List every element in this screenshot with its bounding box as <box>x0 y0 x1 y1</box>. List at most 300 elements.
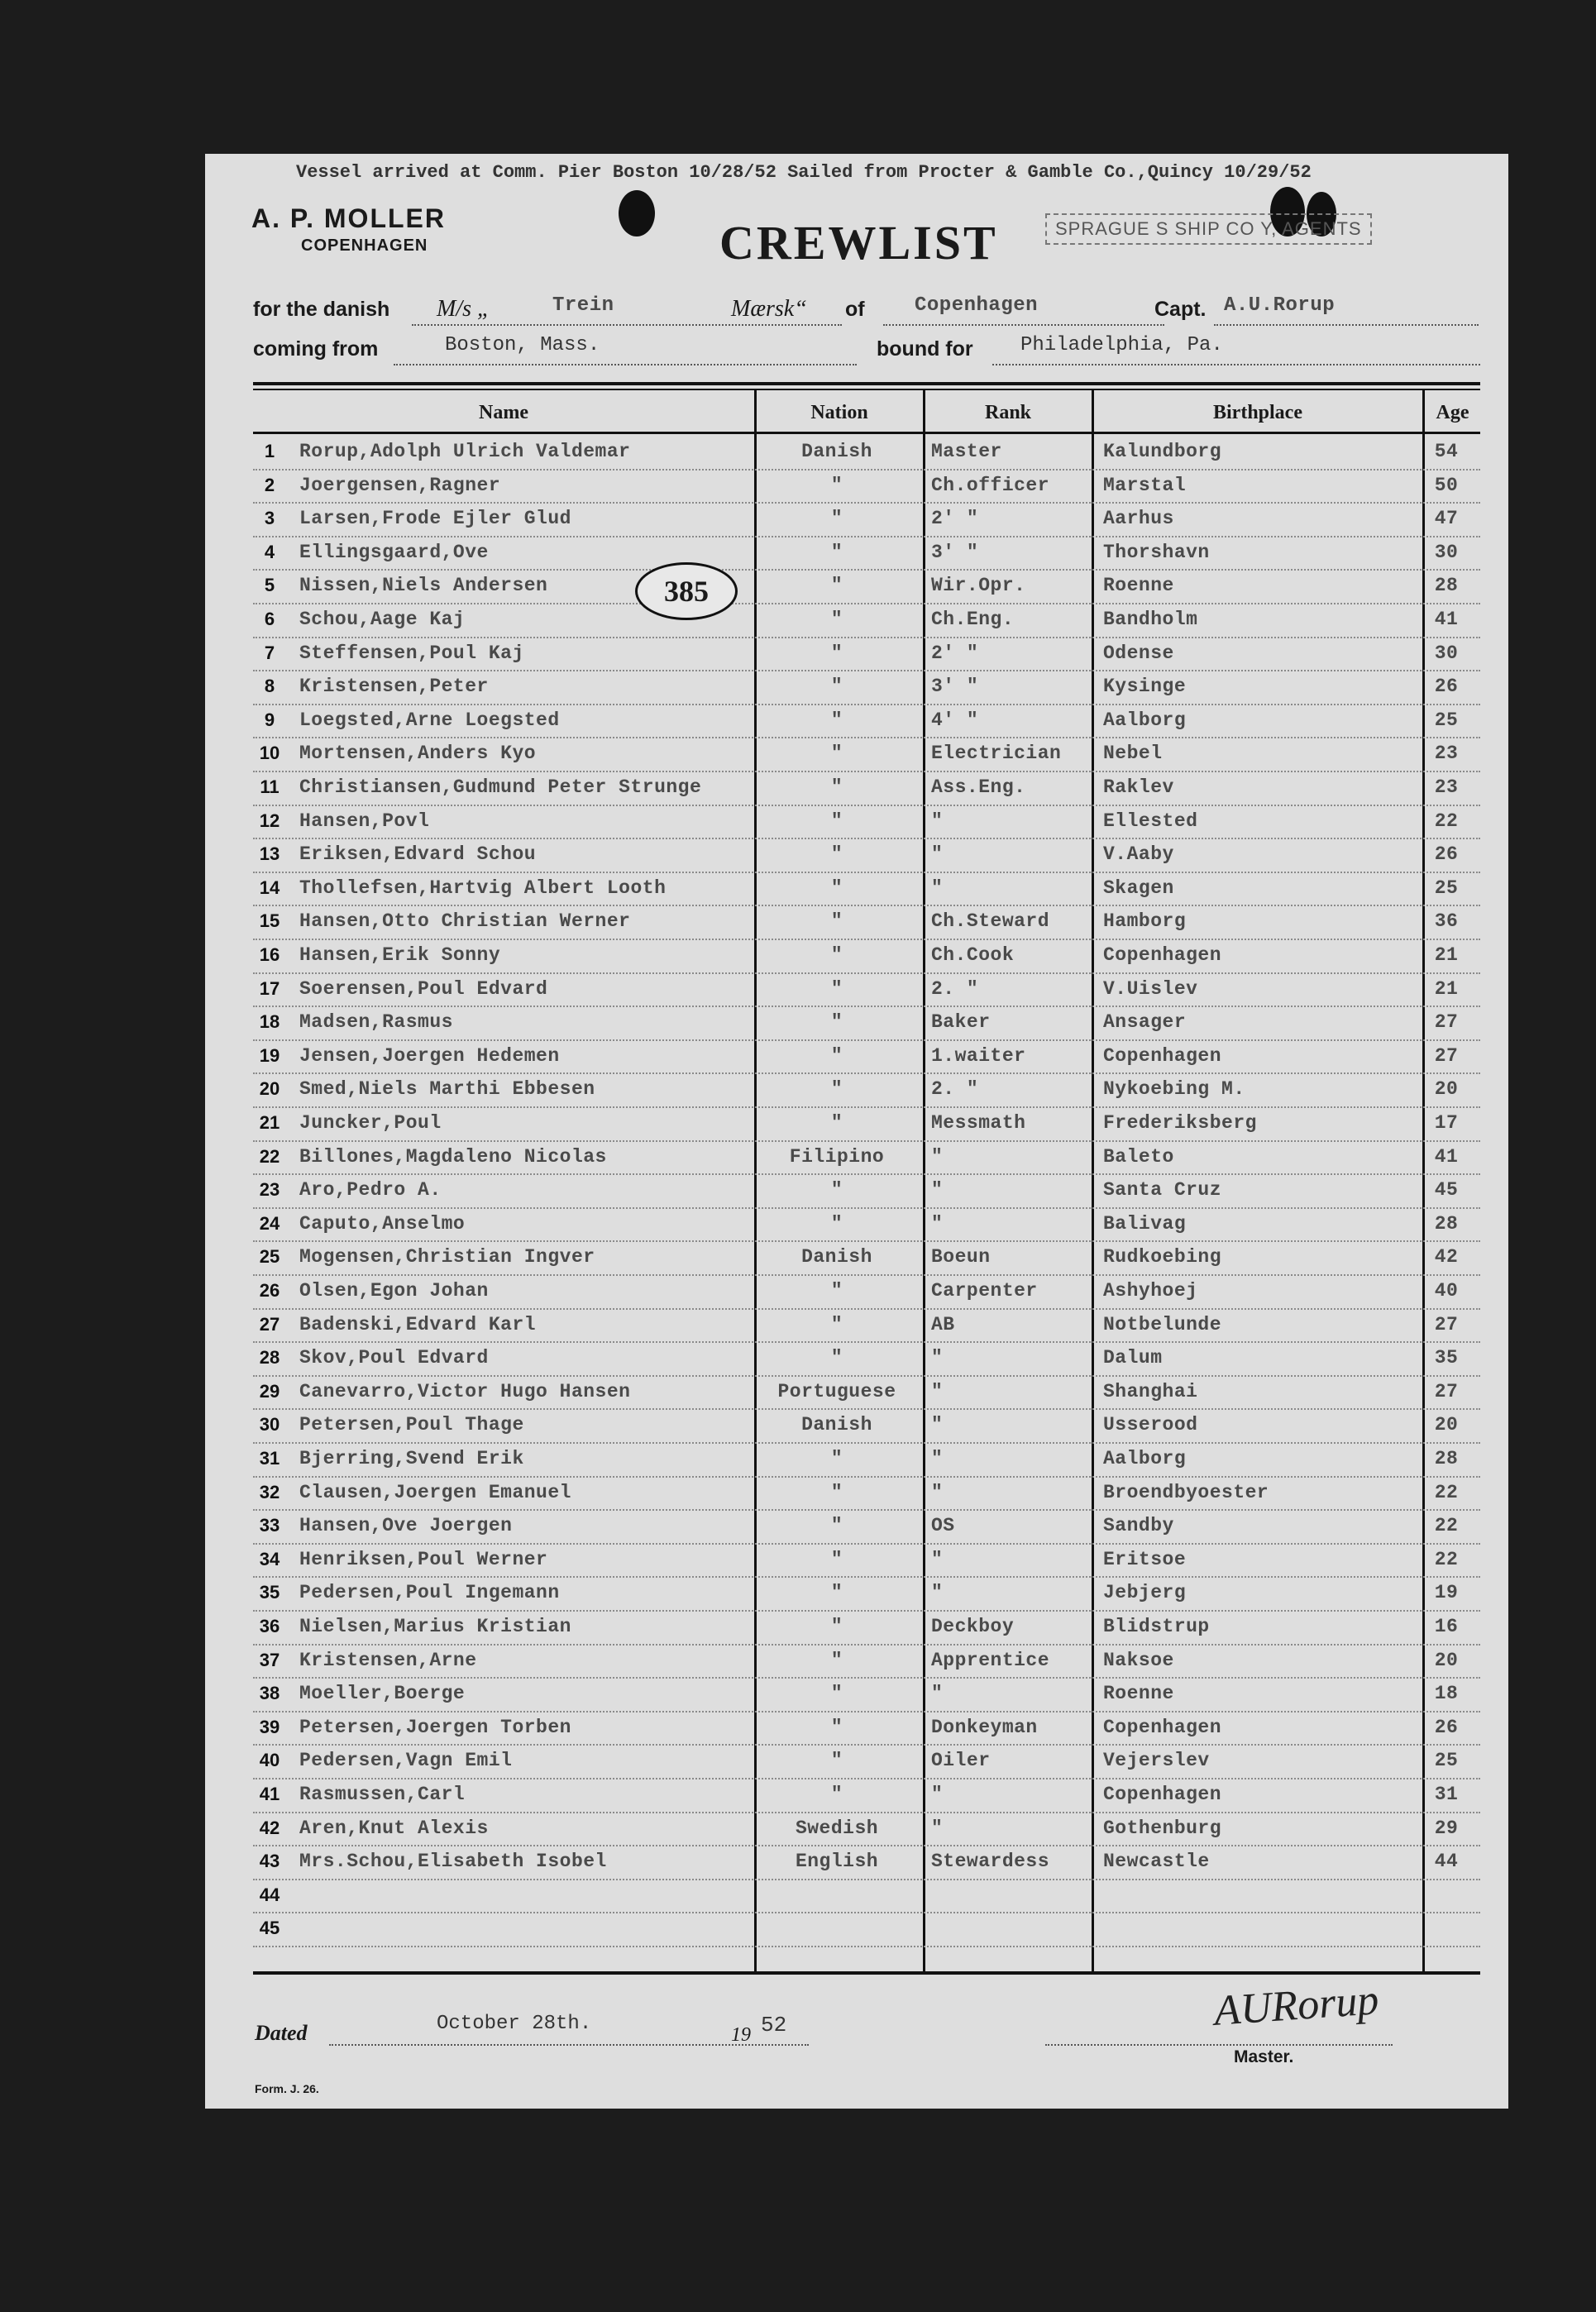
row-number: 43 <box>259 1851 280 1872</box>
crew-age <box>1417 1912 1475 1945</box>
crew-name: Clausen,Joergen Emanuel <box>299 1481 571 1503</box>
crew-rank: AB <box>931 1313 955 1335</box>
crew-birthplace: Newcastle <box>1103 1851 1210 1873</box>
crew-nation: " <box>830 1716 843 1738</box>
row-number: 23 <box>259 1179 280 1201</box>
table-row <box>253 1879 1480 1914</box>
crew-rank: " <box>931 1548 944 1570</box>
crew-birthplace: Shanghai <box>1103 1380 1198 1402</box>
crew-list-document <box>205 154 1508 2109</box>
row-number: 5 <box>264 575 275 596</box>
crew-birthplace: Skagen <box>1103 877 1174 899</box>
table-row <box>253 1240 1480 1276</box>
crew-rank <box>925 1879 1097 1912</box>
crew-nation: " <box>830 1313 843 1335</box>
crew-age: 21 <box>1434 977 1459 1000</box>
row-number: 20 <box>259 1078 280 1100</box>
table-row <box>253 704 1480 739</box>
form-title: CREWLIST <box>719 216 998 270</box>
row-number: 7 <box>264 642 275 663</box>
crew-age: 26 <box>1434 843 1459 866</box>
crew-name: Larsen,Frode Ejler Glud <box>299 508 571 530</box>
dated-label: Dated <box>255 2021 308 2045</box>
crew-rank: " <box>931 1817 944 1839</box>
crew-nation: Danish <box>801 1414 872 1436</box>
crew-rank: Electrician <box>931 743 1062 765</box>
table-row <box>253 872 1480 907</box>
crew-nation: Danish <box>801 441 872 462</box>
row-number: 37 <box>259 1649 280 1670</box>
table-row <box>253 905 1480 940</box>
crew-birthplace: Notbelunde <box>1103 1313 1222 1335</box>
crew-nation: " <box>830 575 843 597</box>
stamp-number-circle: 385 <box>635 562 738 620</box>
crew-birthplace: Copenhagen <box>1103 944 1222 966</box>
crew-nation: " <box>830 1683 843 1705</box>
crew-nation: " <box>830 1044 843 1067</box>
crew-name: Bjerring,Svend Erik <box>299 1448 524 1469</box>
year-suffix: 52 <box>761 2013 787 2037</box>
crew-nation: " <box>830 1750 843 1772</box>
crew-age: 27 <box>1434 1380 1459 1402</box>
crew-age: 28 <box>1434 1448 1459 1469</box>
crew-name: Juncker,Poul <box>299 1112 442 1134</box>
ink-blot <box>619 190 655 236</box>
crew-age: 35 <box>1434 1347 1459 1369</box>
crew-name: Rasmussen,Carl <box>299 1784 466 1805</box>
row-number: 4 <box>264 541 275 562</box>
crew-rank: Messmath <box>931 1112 1026 1134</box>
table-row <box>253 1543 1480 1579</box>
crew-rank: Wir.Opr. <box>931 575 1026 597</box>
crew-rank: Ch.Eng. <box>931 609 1015 630</box>
crew-birthplace: Ashyhoej <box>1103 1280 1198 1302</box>
crew-rank: 2' " <box>931 508 979 530</box>
crew-name: Kristensen,Peter <box>299 676 489 698</box>
capt-label: Capt. <box>1154 298 1207 321</box>
dated-value: October 28th. <box>437 2013 592 2035</box>
crew-birthplace: Eritsoe <box>1103 1548 1187 1570</box>
crew-name: Ellingsgaard,Ove <box>299 541 489 563</box>
table-row <box>253 603 1480 638</box>
crew-birthplace: Thorshavn <box>1103 541 1210 563</box>
row-number: 8 <box>264 676 275 697</box>
table-row <box>253 805 1480 840</box>
row-number: 22 <box>259 1145 280 1167</box>
crew-birthplace: Usserood <box>1103 1414 1198 1436</box>
row-number: 18 <box>259 1011 280 1033</box>
crew-age: 44 <box>1434 1851 1459 1873</box>
crew-rank: Oiler <box>931 1750 991 1772</box>
table-row <box>253 1677 1480 1713</box>
table-row <box>253 838 1480 873</box>
crew-birthplace: Rudkoebing <box>1103 1246 1222 1268</box>
crew-age: 22 <box>1434 1481 1459 1503</box>
vessel-type: M/s „ <box>437 296 490 322</box>
crew-birthplace: Copenhagen <box>1103 1784 1222 1805</box>
table-row <box>253 1375 1480 1411</box>
table-row <box>253 670 1480 705</box>
crew-age <box>1417 1879 1475 1912</box>
crew-rank: " <box>931 1481 944 1503</box>
crew-rank: Ass.Eng. <box>931 776 1026 798</box>
table-row <box>253 1610 1480 1646</box>
crew-nation: " <box>830 508 843 530</box>
crew-name: Aren,Knut Alexis <box>299 1817 489 1839</box>
crew-name: Joergensen,Ragner <box>299 474 501 496</box>
crew-name: Hansen,Otto Christian Werner <box>299 910 631 933</box>
table-row <box>253 502 1480 537</box>
crew-birthplace: Aalborg <box>1103 709 1187 731</box>
crew-name: Christiansen,Gudmund Peter Strunge <box>299 776 702 798</box>
captain-name: A.U.Rorup <box>1224 294 1336 317</box>
crew-birthplace: Copenhagen <box>1103 1716 1222 1738</box>
crew-age: 41 <box>1434 1145 1459 1168</box>
crew-age: 27 <box>1434 1044 1459 1067</box>
captain-line <box>1214 324 1479 326</box>
header-bottom-rule <box>253 432 1480 434</box>
table-row <box>253 569 1480 604</box>
crew-rank: " <box>931 1414 944 1436</box>
crew-age: 45 <box>1434 1179 1459 1201</box>
crew-age: 28 <box>1434 1212 1459 1235</box>
crew-age: 50 <box>1434 474 1459 496</box>
crew-age: 16 <box>1434 1616 1459 1637</box>
crew-name: Petersen,Joergen Torben <box>299 1716 571 1738</box>
crew-rank <box>925 1912 1097 1945</box>
table-row <box>253 1006 1480 1041</box>
row-number: 39 <box>259 1716 280 1737</box>
crew-birthplace: Aarhus <box>1103 508 1174 530</box>
crew-rank: " <box>931 1145 944 1168</box>
crew-nation: " <box>830 1179 843 1201</box>
crew-rank: " <box>931 1683 944 1705</box>
crew-name: Nissen,Niels Andersen <box>299 575 548 597</box>
crew-name: Canevarro,Victor Hugo Hansen <box>299 1380 631 1402</box>
row-number: 15 <box>259 910 280 932</box>
crew-birthplace: Balivag <box>1103 1212 1187 1235</box>
crew-name <box>299 1879 746 1912</box>
crew-rank: 1.waiter <box>931 1044 1026 1067</box>
crew-rank: " <box>931 1347 944 1369</box>
crew-age: 27 <box>1434 1011 1459 1034</box>
crew-nation: " <box>830 609 843 630</box>
crew-name: Billones,Magdaleno Nicolas <box>299 1145 607 1168</box>
crew-age: 41 <box>1434 609 1459 630</box>
crew-nation: English <box>795 1851 879 1873</box>
crew-birthplace: V.Aaby <box>1103 843 1174 866</box>
crew-rank: " <box>931 1582 944 1604</box>
table-row <box>253 737 1480 772</box>
crew-birthplace: Aalborg <box>1103 1448 1187 1469</box>
crew-nation: " <box>830 810 843 832</box>
crew-birthplace: Kysinge <box>1103 676 1187 698</box>
column-header-rank: Rank <box>984 402 1032 423</box>
table-row <box>253 469 1480 504</box>
crew-rank: 4' " <box>931 709 979 731</box>
crew-rank: " <box>931 1179 944 1201</box>
master-signature: AURorup <box>1212 1976 1381 2035</box>
crew-name: Hansen,Erik Sonny <box>299 944 501 966</box>
row-number: 1 <box>264 441 275 461</box>
crew-nation: " <box>830 910 843 933</box>
crew-nation: " <box>830 1078 843 1101</box>
table-row <box>253 637 1480 672</box>
crew-name: Mortensen,Anders Kyo <box>299 743 537 765</box>
crew-rank: Ch.Cook <box>931 944 1015 966</box>
crew-age: 22 <box>1434 810 1459 832</box>
row-number: 25 <box>259 1246 280 1268</box>
crew-nation: Portuguese <box>777 1380 896 1402</box>
crew-age: 19 <box>1434 1582 1459 1604</box>
row-number: 12 <box>259 810 280 831</box>
crew-nation: " <box>830 1112 843 1134</box>
coming-from-label: coming from <box>253 337 379 361</box>
row-number: 26 <box>259 1280 280 1301</box>
row-number: 11 <box>260 776 280 797</box>
row-number: 14 <box>259 877 280 898</box>
table-row <box>253 1509 1480 1545</box>
row-number: 2 <box>264 474 275 495</box>
crew-birthplace: Jebjerg <box>1103 1582 1187 1604</box>
table-row <box>253 1912 1480 1947</box>
crew-age: 42 <box>1434 1246 1459 1268</box>
crew-age: 18 <box>1434 1683 1459 1705</box>
crew-rank: Master <box>931 441 1002 462</box>
crew-name: Eriksen,Edvard Schou <box>299 843 537 866</box>
for-label: for the danish <box>253 298 390 321</box>
crew-nation: Danish <box>801 1246 872 1268</box>
crew-birthplace: Dalum <box>1103 1347 1163 1369</box>
row-number: 38 <box>259 1683 280 1704</box>
crew-birthplace: Copenhagen <box>1103 1044 1222 1067</box>
crew-birthplace: Hamborg <box>1103 910 1187 933</box>
column-header-nation: Nation <box>810 402 868 423</box>
crew-name: Steffensen,Poul Kaj <box>299 642 524 664</box>
crew-age: 27 <box>1434 1313 1459 1335</box>
crew-birthplace: Broendbyoester <box>1103 1481 1269 1503</box>
crew-age: 26 <box>1434 676 1459 698</box>
crew-age: 29 <box>1434 1817 1459 1839</box>
crew-rank: " <box>931 1448 944 1469</box>
row-number: 21 <box>259 1112 280 1133</box>
crew-nation: " <box>830 1616 843 1637</box>
crew-nation: " <box>830 709 843 731</box>
table-bottom-rule <box>253 1971 1480 1975</box>
bound-for-value: Philadelphia, Pa. <box>1020 334 1223 356</box>
crew-name: Loegsted,Arne Loegsted <box>299 709 560 731</box>
table-row <box>253 1140 1480 1176</box>
row-number: 19 <box>259 1044 280 1066</box>
row-number: 17 <box>259 977 280 999</box>
crew-nation: " <box>830 843 843 866</box>
crew-age: 22 <box>1434 1548 1459 1570</box>
row-number: 36 <box>259 1616 280 1636</box>
crew-age: 26 <box>1434 1716 1459 1738</box>
table-row <box>253 1173 1480 1209</box>
crew-name: Pedersen,Vagn Emil <box>299 1750 513 1772</box>
crew-nation: " <box>830 1448 843 1469</box>
crew-name: Rorup,Adolph Ulrich Valdemar <box>299 441 631 462</box>
crew-rank: Boeun <box>931 1246 991 1268</box>
crew-nation: " <box>830 1011 843 1034</box>
crew-birthplace <box>1098 1879 1417 1912</box>
crew-birthplace: V.Uislev <box>1103 977 1198 1000</box>
column-header-name: Name <box>479 402 528 423</box>
coming-from-value: Boston, Mass. <box>445 334 600 356</box>
crew-age: 30 <box>1434 642 1459 664</box>
table-top-rule-thin <box>253 389 1480 390</box>
crew-nation: " <box>830 1212 843 1235</box>
year-prefix: 19 <box>731 2024 751 2046</box>
arrival-line: Vessel arrived at Comm. Pier Boston 10/28/52 Sailed from Procter & Gamble Co.,Quincy 10/29/52 <box>296 162 1312 183</box>
coming-from-line <box>394 364 857 365</box>
crew-nation <box>756 1912 918 1945</box>
crew-name: Skov,Poul Edvard <box>299 1347 489 1369</box>
crew-rank: Stewardess <box>931 1851 1050 1873</box>
crew-birthplace: Naksoe <box>1103 1649 1174 1671</box>
table-row <box>253 972 1480 1008</box>
crew-nation: " <box>830 743 843 765</box>
table-row <box>253 1845 1480 1880</box>
crew-nation: " <box>830 1481 843 1503</box>
crew-name: Kristensen,Arne <box>299 1649 477 1671</box>
crew-name: Schou,Aage Kaj <box>299 609 466 630</box>
table-top-rule <box>253 382 1480 385</box>
crew-birthplace: Frederiksberg <box>1103 1112 1257 1134</box>
crew-name: Caputo,Anselmo <box>299 1212 466 1235</box>
crew-nation <box>756 1879 918 1912</box>
row-number: 6 <box>264 609 275 629</box>
crew-rank: " <box>931 1380 944 1402</box>
crew-name <box>299 1912 746 1945</box>
table-row <box>253 771 1480 806</box>
table-row <box>253 1308 1480 1344</box>
row-number: 45 <box>259 1918 280 1939</box>
signature-line <box>1045 2044 1393 2046</box>
crew-birthplace: Blidstrup <box>1103 1616 1210 1637</box>
crew-name: Nielsen,Marius Kristian <box>299 1616 571 1637</box>
row-number: 27 <box>259 1313 280 1335</box>
row-number: 10 <box>259 743 280 764</box>
row-number: 28 <box>259 1347 280 1369</box>
crew-nation: " <box>830 977 843 1000</box>
table-row <box>253 1442 1480 1478</box>
bound-for-line <box>992 364 1480 365</box>
crew-name: Henriksen,Poul Werner <box>299 1548 548 1570</box>
crew-rank: " <box>931 877 944 899</box>
crew-name: Hansen,Ove Joergen <box>299 1515 513 1537</box>
crew-birthplace: Bandholm <box>1103 609 1198 630</box>
crew-rank: 2. " <box>931 977 979 1000</box>
crew-age: 25 <box>1434 877 1459 899</box>
crew-nation: " <box>830 1347 843 1369</box>
vessel-port: Copenhagen <box>915 294 1039 317</box>
crew-rank: 2' " <box>931 642 979 664</box>
crew-birthplace: Baleto <box>1103 1145 1174 1168</box>
agent-stamp: SPRAGUE S SHIP CO Y, AGENTS <box>1045 213 1372 245</box>
column-header-birthplace: Birthplace <box>1213 402 1302 423</box>
crew-name: Smed,Niels Marthi Ebbesen <box>299 1078 595 1101</box>
crew-age: 40 <box>1434 1280 1459 1302</box>
table-row <box>253 1644 1480 1679</box>
crew-nation: " <box>830 1784 843 1805</box>
of-label: of <box>845 298 865 321</box>
table-row <box>253 1072 1480 1108</box>
crew-birthplace: Roenne <box>1103 575 1174 597</box>
vessel-name-line <box>412 324 842 326</box>
crew-rank: Donkeyman <box>931 1716 1038 1738</box>
row-number: 42 <box>259 1817 280 1838</box>
bound-for-label: bound for <box>877 337 973 361</box>
port-line <box>883 324 1164 326</box>
crew-age: 21 <box>1434 944 1459 966</box>
table-row <box>253 1341 1480 1377</box>
table-row <box>253 536 1480 571</box>
table-row <box>253 1106 1480 1142</box>
crew-birthplace: Gothenburg <box>1103 1817 1222 1839</box>
crew-birthplace: Sandby <box>1103 1515 1174 1537</box>
crew-birthplace: Kalundborg <box>1103 441 1222 462</box>
crew-nation: " <box>830 776 843 798</box>
crew-nation: Swedish <box>795 1817 879 1839</box>
crew-nation: Filipino <box>789 1145 885 1168</box>
crew-nation: " <box>830 944 843 966</box>
table-row <box>253 1408 1480 1444</box>
vessel-name-part2: Mærsk“ <box>731 296 807 322</box>
crew-name: Aro,Pedro A. <box>299 1179 442 1201</box>
crew-birthplace: Nebel <box>1103 743 1163 765</box>
row-number: 13 <box>259 843 280 865</box>
crew-birthplace: Marstal <box>1103 474 1187 496</box>
table-row <box>253 1744 1480 1779</box>
crew-rank: Ch.Steward <box>931 910 1050 933</box>
crew-rank: " <box>931 1212 944 1235</box>
crew-name: Hansen,Povl <box>299 810 430 832</box>
crew-name: Mrs.Schou,Elisabeth Isobel <box>299 1851 607 1873</box>
table-row <box>253 1039 1480 1075</box>
crew-age: 25 <box>1434 1750 1459 1772</box>
crew-rank: " <box>931 810 944 832</box>
table-row <box>253 1476 1480 1512</box>
crew-age: 23 <box>1434 743 1459 765</box>
crew-age: 23 <box>1434 776 1459 798</box>
crew-birthplace: Ellested <box>1103 810 1198 832</box>
crew-age: 20 <box>1434 1649 1459 1671</box>
row-number: 9 <box>264 709 275 730</box>
row-number: 40 <box>259 1750 280 1771</box>
row-number: 3 <box>264 508 275 529</box>
crew-name: Moeller,Boerge <box>299 1683 466 1705</box>
row-number: 30 <box>259 1414 280 1435</box>
row-number: 16 <box>259 944 280 965</box>
crew-name: Soerensen,Poul Edvard <box>299 977 548 1000</box>
row-number: 33 <box>259 1515 280 1536</box>
crew-age: 20 <box>1434 1078 1459 1101</box>
crew-rank: OS <box>931 1515 955 1537</box>
crew-birthplace: Vejerslev <box>1103 1750 1210 1772</box>
row-number: 34 <box>259 1548 280 1569</box>
master-label: Master. <box>1234 2047 1294 2066</box>
crew-age: 25 <box>1434 709 1459 731</box>
crew-age: 30 <box>1434 541 1459 563</box>
crew-name: Madsen,Rasmus <box>299 1011 453 1034</box>
crew-age: 17 <box>1434 1112 1459 1134</box>
crew-birthplace: Ansager <box>1103 1011 1187 1034</box>
crew-birthplace: Raklev <box>1103 776 1174 798</box>
company-city: COPENHAGEN <box>301 236 428 255</box>
crew-rank: " <box>931 843 944 866</box>
